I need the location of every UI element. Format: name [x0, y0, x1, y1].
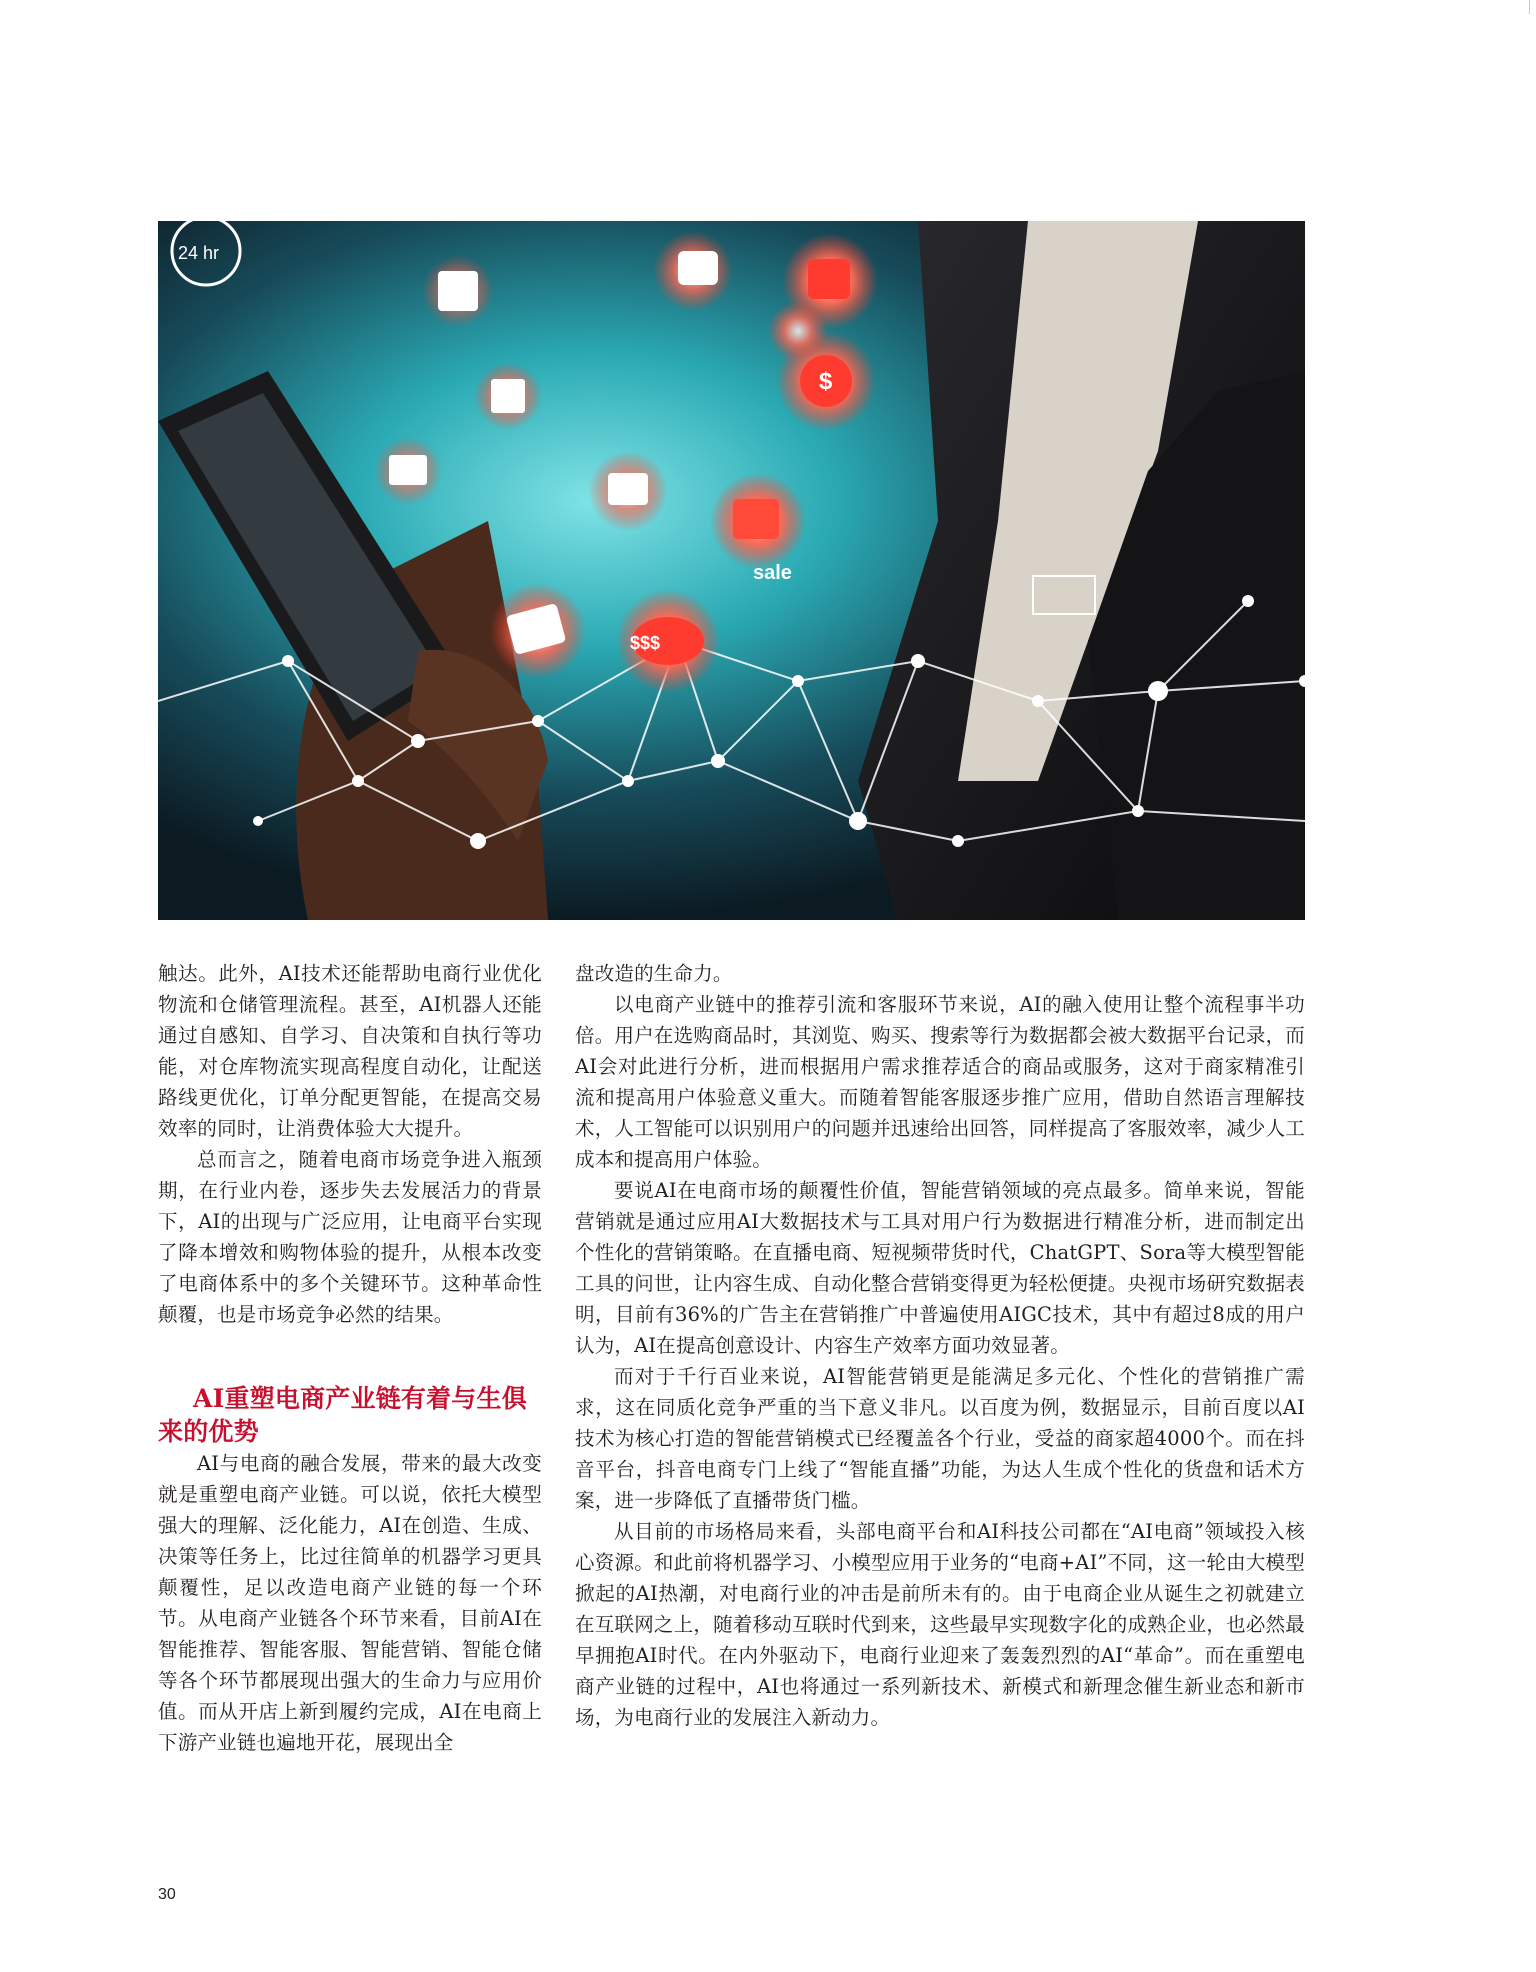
right-column [575, 958, 1305, 1733]
hero-image [158, 221, 1305, 920]
dollar-icon-label: $ [819, 368, 833, 395]
sale-tag-label: sale [753, 562, 792, 584]
left-paragraph-2: 总而言之，随着电商市场竞争进入瓶颈期，在行业内卷，逐步失去发展活力的背景下，AI的出现与广泛应用，让电商平台实现了降本增效和购物体验的提升，从根本改变了电商体系中的多个关键环节。这种革命性颠覆，也是市场竞争必然的结果。 [158, 1148, 542, 1326]
section-gap [158, 1330, 542, 1382]
right-paragraph-1: 以电商产业链中的推荐引流和客服环节来说，AI的融入使用让整个流程事半功倍。用户在选购商品时，其浏览、购买、搜索等行为数据都会被大数据平台记录，而AI会对此进行分析，进而根据用户需求推荐适合的商品或服务，这对于商家精准引流和提高用户体验意义重大。而随着智能客服逐步推广应用，借助自然语言理解技术，人工智能可以识别用户的问题并迅速给出回答，同样提高了客服效率，减少人工成本和提高用户体验。 [575, 993, 1305, 1171]
section-heading: AI重塑电商产业链有着与生俱来的优势 [158, 1384, 527, 1446]
page-number: 30 [158, 1886, 176, 1903]
left-column [158, 958, 542, 1758]
crop-mark [1529, 0, 1536, 14]
right-paragraph-4: 从目前的市场格局来看，头部电商平台和AI科技公司都在“AI电商”领域投入核心资源。和此前将机器学习、小模型应用于业务的“电商+AI”不同，这一轮由大模型掀起的AI热潮，对电商行业的冲击是前所未有的。由于电商企业从诞生之初就建立在互联网之上，随着移动互联时代到来，这些最早实现数字化的成熟企业，也必然最早拥抱AI时代。在内外驱动下，电商行业迎来了轰轰烈烈的AI“革命”。而在重塑电商产业链的过程中，AI也将通过一系列新技术、新模式和新理念催生新业态和新市场，为电商行业的发展注入新动力。 [575, 1520, 1305, 1729]
price-icon-label: $$$ [630, 633, 661, 653]
hours-icon-label: 24 hr [178, 243, 220, 263]
left-paragraph-1: 触达。此外，AI技术还能帮助电商行业优化物流和仓储管理流程。甚至，AI机器人还能通过自感知、自学习、自决策和自执行等功能，对仓库物流实现高程度自动化，让配送路线更优化，订单分配更智能，在提高交易效率的同时，让消费体验大大提升。 [158, 962, 542, 1140]
left-paragraph-3: AI与电商的融合发展，带来的最大改变就是重塑电商产业链。可以说，依托大模型强大的理解、泛化能力，AI在创造、生成、决策等任务上，比过往简单的机器学习更具颠覆性，足以改造电商产业链的每一个环节。从电商产业链各个环节来看，目前AI在智能推荐、智能客服、智能营销、智能仓储等各个环节都展现出强大的生命力与应用价值。而从开店上新到履约完成，AI在电商上下游产业链也遍地开花，展现出全 [158, 1452, 542, 1754]
ecommerce-ai-illustration [158, 221, 1305, 920]
right-paragraph-0: 盘改造的生命力。 [575, 962, 733, 985]
right-paragraph-2: 要说AI在电商市场的颠覆性价值，智能营销领域的亮点最多。简单来说，智能营销就是通过应用AI大数据技术与工具对用户行为数据进行精准分析，进而制定出个性化的营销策略。在直播电商、短视频带货时代，ChatGPT、Sora等大模型智能工具的问世，让内容生成、自动化整合营销变得更为轻松便捷。央视市场研究数据表明，目前有36%的广告主在营销推广中普遍使用AIGC技术，其中有超过8成的用户认为，AI在提高创意设计、内容生产效率方面功效显著。 [575, 1179, 1305, 1357]
right-paragraph-3: 而对于千行百业来说，AI智能营销更是能满足多元化、个性化的营销推广需求，这在同质化竞争严重的当下意义非凡。以百度为例，数据显示，目前百度以AI技术为核心打造的智能营销模式已经覆盖各个行业，受益的商家超4000个。而在抖音平台，抖音电商专门上线了“智能直播”功能，为达人生成个性化的货盘和话术方案，进一步降低了直播带货门槛。 [575, 1365, 1305, 1512]
